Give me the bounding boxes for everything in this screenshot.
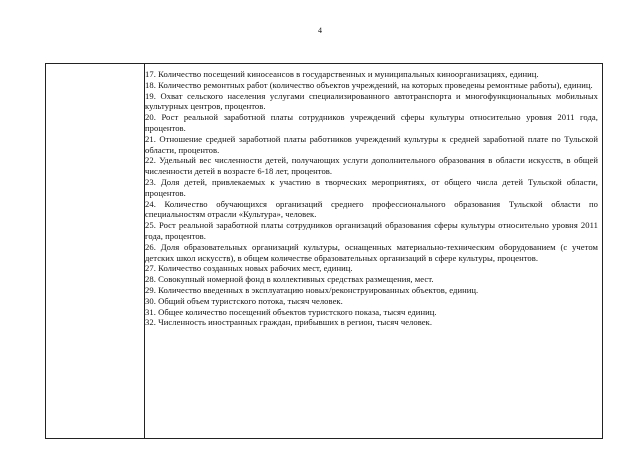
indicator-item: 23. Доля детей, привлекаемых к участию в творческих мероприятиях, от общего числа детей Тульской области, процентов. <box>145 176 598 198</box>
page-number: 4 <box>318 26 322 35</box>
indicator-item: 17. Количество посещений киносеансов в государственных и муниципальных киноорганизациях, единиц. <box>145 69 539 79</box>
table-right-column <box>145 69 598 438</box>
indicator-item: 30. Общий объем туристского потока, тысяч человек. <box>145 295 343 306</box>
indicator-item: 19. Охват сельского населения услугами специализированного автотранспорта и многофункциональных мобильных культурных центров, процентов. <box>145 90 598 112</box>
indicator-item: 27. Количество созданных новых рабочих мест, единиц. <box>145 263 353 274</box>
indicator-item: 31. Общее количество посещений объектов туристского показа, тысяч единиц. <box>145 306 437 317</box>
indicators-table <box>45 63 603 439</box>
indicator-item: 26. Доля образовательных организаций культуры, оснащенных материально-техническим оборудованием (с учетом детских школ искусств), в общем количестве образовательных организаций в сфере культуры, процентов. <box>145 241 598 263</box>
indicator-item: 20. Рост реальной заработной платы сотрудников учреждений сферы культуры относительно уровня 2011 года, процентов. <box>145 112 598 133</box>
indicator-item: 29. Количество введенных в эксплуатацию новых/реконструированных объектов, единиц. <box>145 284 479 295</box>
indicator-item: 25. Рост реальной заработной платы сотрудников организаций образования сферы культуры относительно уровня 2011 года, процентов. <box>145 220 598 241</box>
table-left-column <box>46 64 145 438</box>
indicator-item: 24. Количество обучающихся организаций среднего профессионального образования Тульской области по специальностям отрасли «Культура», человек. <box>145 198 598 220</box>
indicator-item: 21. Отношение средней заработной платы работников учреждений культуры к средней заработной плате по Тульской области, процентов. <box>145 133 598 155</box>
indicator-item: 32. Численность иностранных граждан, прибывших в регион, тысяч человек. <box>145 317 433 328</box>
indicator-item: 28. Совокупный номерной фонд в коллективных средствах размещения, мест. <box>145 274 434 285</box>
indicator-item: 22. Удельный вес численности детей, получающих услуги дополнительного образования в области искусств, в общей численности детей в возрасте 6-18 лет, процентов. <box>145 155 598 177</box>
indicator-item: 18. Количество ремонтных работ (количество объектов учреждений, на которых проведены ремонтные работы), единиц. <box>145 79 593 90</box>
